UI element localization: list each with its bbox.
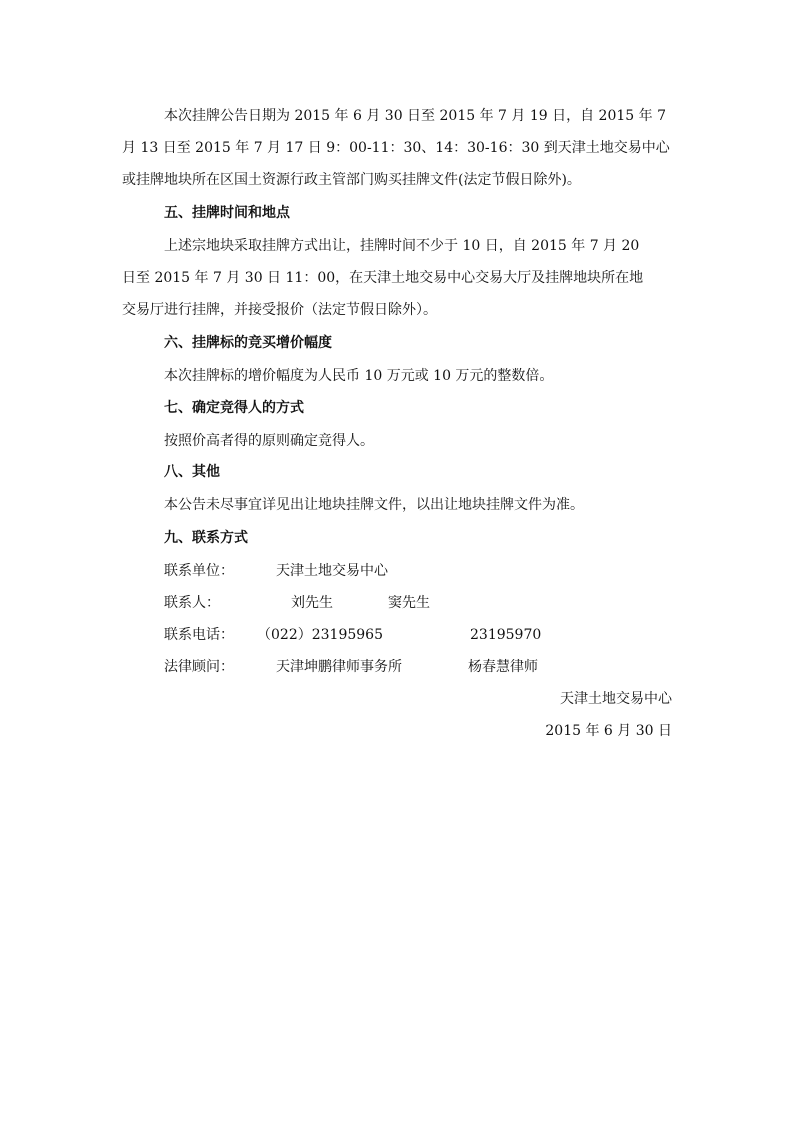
contact-unit-value: 天津土地交易中心 bbox=[276, 563, 388, 579]
section-5-line-3: 交易厅进行挂牌，并接受报价（法定节假日除外）。 bbox=[122, 302, 437, 318]
contact-phone-1: （022）23195965 bbox=[257, 627, 383, 643]
announcement-line-3: 或挂牌地块所在区国土资源行政主管部门购买挂牌文件(法定节假日除外)。 bbox=[122, 172, 581, 188]
section-6-line: 本次挂牌标的增价幅度为人民币 10 万元或 10 万元的整数倍。 bbox=[164, 368, 554, 384]
section-5-line-2: 日至 2015 年 7 月 30 日 11：00，在天津土地交易中心交易大厅及挂牌地块所在地 bbox=[122, 270, 644, 286]
legal-advisor-label: 法律顾问： bbox=[164, 659, 234, 675]
section-6-heading: 六、挂牌标的竞买增价幅度 bbox=[164, 335, 332, 351]
contact-phone-2: 23195970 bbox=[470, 627, 542, 643]
section-8-heading: 八、其他 bbox=[164, 464, 220, 480]
contact-person-1: 刘先生 bbox=[291, 595, 333, 611]
section-5-heading: 五、挂牌时间和地点 bbox=[164, 205, 290, 221]
announcement-line-1: 本次挂牌公告日期为 2015 年 6 月 30 日至 2015 年 7 月 19 日，自 2015 年 7 bbox=[164, 108, 666, 124]
section-7-line: 按照价高者得的原则确定竞得人。 bbox=[164, 433, 374, 449]
section-9-heading: 九、联系方式 bbox=[164, 530, 248, 546]
section-5-line-1: 上述宗地块采取挂牌方式出让，挂牌时间不少于 10 日，自 2015 年 7 月 20 bbox=[164, 238, 640, 254]
signature-date: 2015 年 6 月 30 日 bbox=[545, 723, 672, 739]
contact-person-label: 联系人： bbox=[164, 595, 220, 611]
legal-advisor-lawyer: 杨春慧律师 bbox=[468, 659, 538, 675]
legal-advisor-firm: 天津坤鹏律师事务所 bbox=[276, 659, 402, 675]
announcement-line-2: 月 13 日至 2015 年 7 月 17 日 9：00-11：30、14：30-16：30 到天津土地交易中心 bbox=[122, 140, 670, 156]
contact-unit-label: 联系单位： bbox=[164, 563, 234, 579]
section-7-heading: 七、确定竞得人的方式 bbox=[164, 400, 304, 416]
section-8-line: 本公告未尽事宜详见出让地块挂牌文件，以出让地块挂牌文件为准。 bbox=[164, 497, 584, 513]
signature-organization: 天津土地交易中心 bbox=[560, 691, 672, 707]
contact-person-2: 窦先生 bbox=[388, 595, 430, 611]
contact-phone-label: 联系电话： bbox=[164, 627, 234, 643]
